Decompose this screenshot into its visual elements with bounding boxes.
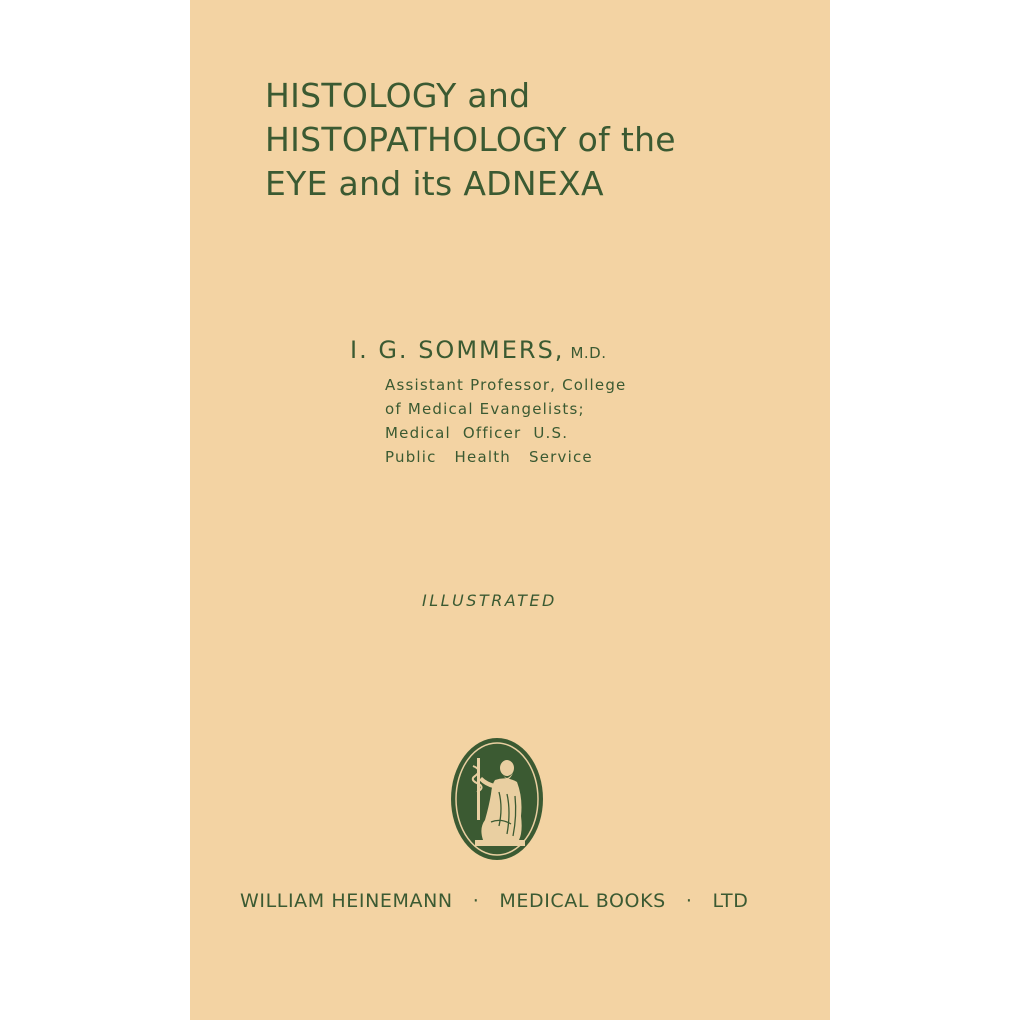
title-page bbox=[190, 0, 830, 1020]
publisher-imprint bbox=[240, 890, 748, 912]
author bbox=[350, 336, 606, 364]
author-degree: M.D. bbox=[570, 344, 607, 362]
book-title bbox=[265, 74, 676, 206]
publisher-division: MEDICAL BOOKS bbox=[499, 890, 666, 912]
title-line-3: EYE and its ADNEXA bbox=[265, 164, 604, 203]
affiliation-line-3: Medical Officer U.S. bbox=[385, 424, 569, 442]
publisher-name: WILLIAM HEINEMANN bbox=[240, 890, 453, 912]
publisher-separator-2: · bbox=[685, 890, 693, 912]
publisher-separator-1: · bbox=[472, 890, 480, 912]
affiliation-line-2: of Medical Evangelists; bbox=[385, 400, 585, 418]
author-name: I. G. SOMMERS, bbox=[350, 336, 565, 364]
publisher-emblem-icon bbox=[449, 736, 545, 862]
publisher-suffix: LTD bbox=[712, 890, 749, 912]
author-affiliation bbox=[385, 373, 626, 469]
title-line-2: HISTOPATHOLOGY of the bbox=[265, 120, 676, 159]
illustrated-label: ILLUSTRATED bbox=[422, 591, 557, 610]
affiliation-line-1: Assistant Professor, College bbox=[385, 376, 627, 394]
title-line-1: HISTOLOGY and bbox=[265, 76, 531, 115]
affiliation-line-4: Public Health Service bbox=[385, 448, 593, 466]
